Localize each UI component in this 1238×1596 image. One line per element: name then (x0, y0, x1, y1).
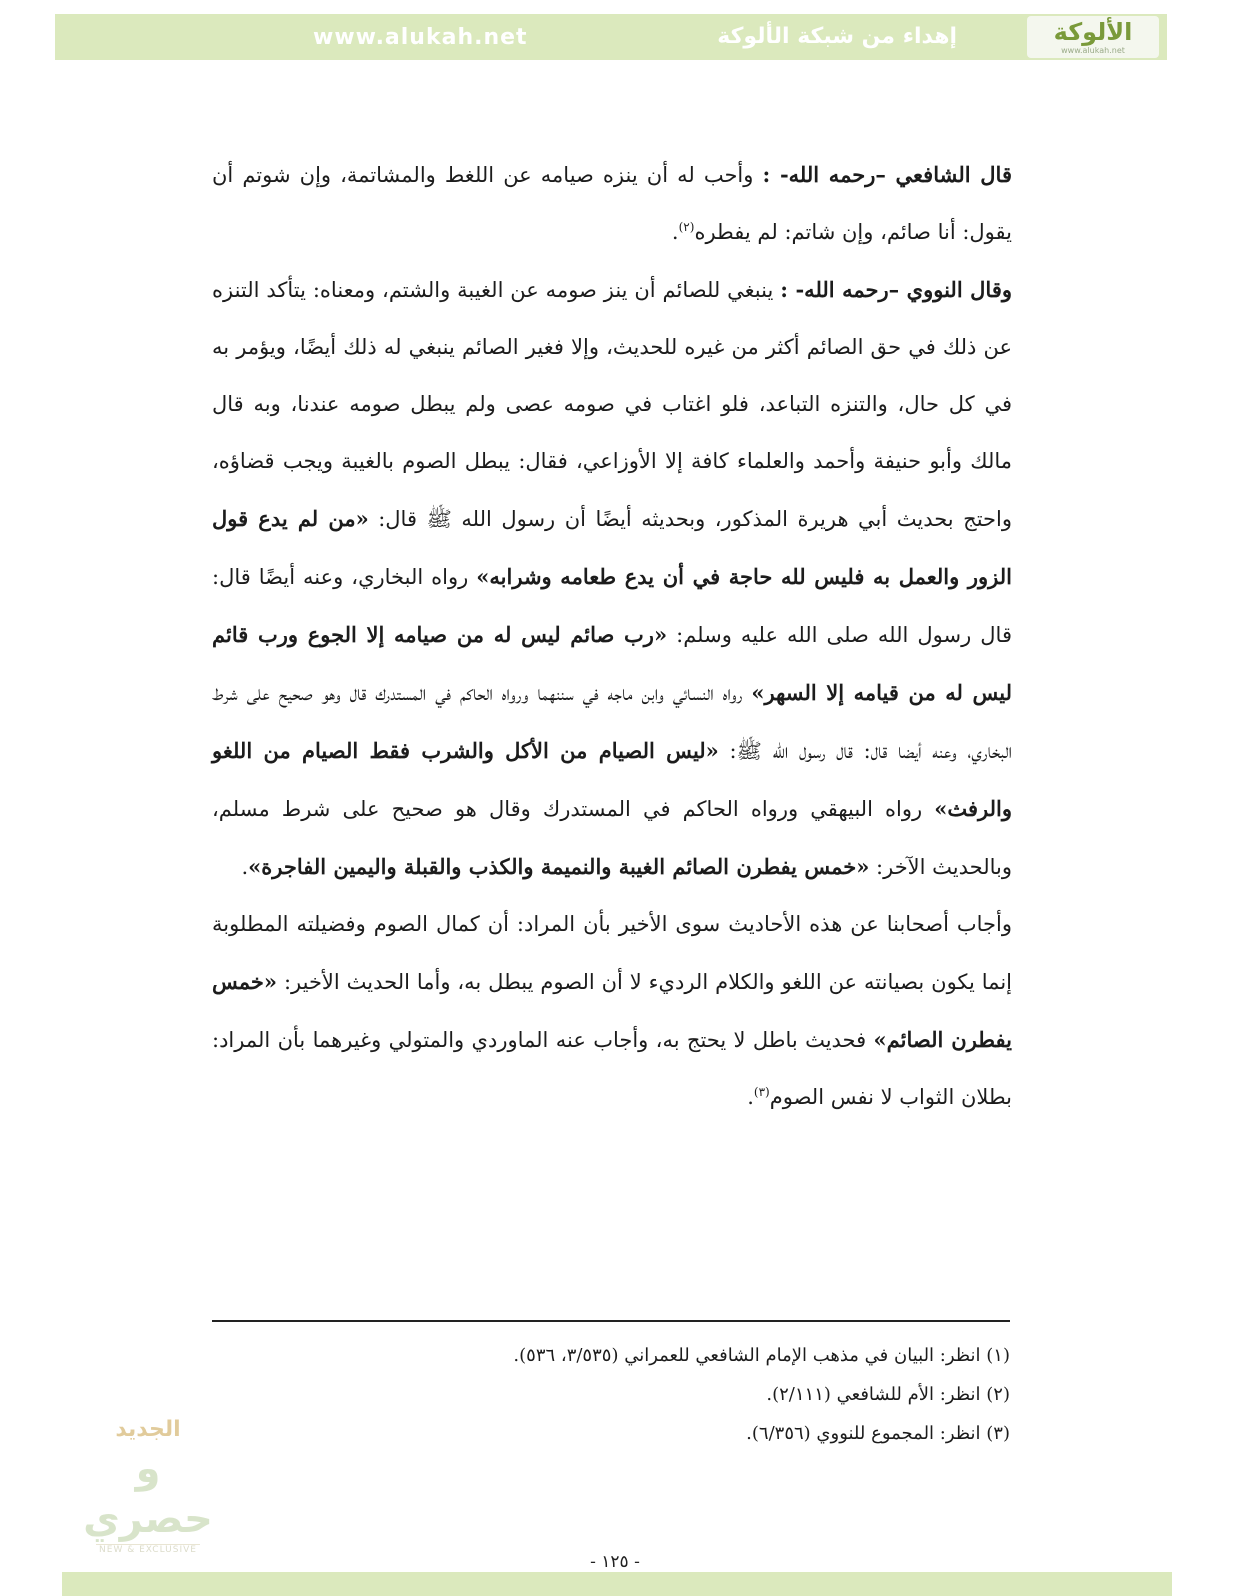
paragraph-end: . (671, 220, 679, 244)
hadith-quote: «خمس يفطرن الصائم الغيبة والنميمة والكذب والقبلة واليمين الفاجرة» (248, 854, 870, 879)
header-site-url[interactable]: www.alukah.net (313, 25, 528, 50)
paragraph-text: ينبغي للصائم أن ينز صومه عن الغيبة والشتم، ومعناه: يتأكد التنزه عن ذلك في حق الصائم أكثر من غيره للحديث، وإلا فغير الصائم ينبغي له ذلك أيضًا، ويؤمر به في كل حال، والتنزه التباعد، فلو اغتاب في صومه عصى ولم يبطل صومه عندنا، وبه قال مالك وأبو حنيفة وأحمد والعلماء كافة إلا الأوزاعي، فقال: يبطل الصوم بالغيبة ويجب قضاؤه، واحتج بحديث أبي هريرة المذكور، وبحديثه أيضًا أن رسول الله ﷺ قال: (212, 278, 1012, 531)
paragraph-text: وأجاب أصحابنا عن هذه الأحاديث سوى الأخير بأن المراد: أن كمال الصوم وفضيلته المطلوبة إنما يكون بصيانته عن اللغو والكلام الرديء لا أن الصوم يبطل به، وأما الحديث الأخير: (212, 912, 1012, 994)
paragraph-shafii (212, 146, 1012, 261)
watermark-top: الجديد (115, 1417, 181, 1442)
paragraph-answer (212, 896, 1012, 1126)
main-content (212, 146, 1012, 1126)
hadith-quote: «ليس الصيام من الأكل والشرب فقط الصيام من اللغو والرفث» (212, 738, 1012, 821)
paragraph-end: . (747, 1085, 754, 1109)
footnotes (212, 1336, 1010, 1453)
paragraph-lead: وقال النووي –رحمه الله- : (780, 277, 1013, 302)
hadith-quote: «من لم يدع قول الزور والعمل به فليس لله حاجة في أن يدع طعامه وشرابه» (212, 506, 1013, 589)
footnote-divider (212, 1320, 1010, 1322)
watermark-bottom: NEW & EXCLUSIVE (96, 1544, 200, 1555)
alukah-logo (1027, 16, 1159, 58)
footer-band (62, 1572, 1172, 1596)
footnote-item: (٣) انظر: المجموع للنووي (٦/٣٥٦). (746, 1423, 1010, 1444)
paragraph-nawawi (212, 261, 1012, 896)
page-number: - ١٢٥ - (590, 1552, 640, 1572)
paragraph-end: . (241, 855, 249, 879)
paragraph-text: رواه البيهقي ورواه الحاكم في المستدرك وقال هو صحيح على شرط مسلم، وبالحديث الآخر: (212, 797, 1012, 879)
hadith-quote: «رب صائم ليس له من صيامه إلا الجوع ورب قائم ليس له من قيامه إلا السهر» (212, 622, 1012, 705)
new-exclusive-watermark (82, 1410, 214, 1555)
hadith-quote: «خمس يفطرن الصائم» (212, 969, 1012, 1052)
watermark-main: و حصري (83, 1446, 213, 1542)
footnote-item: (١) انظر: البيان في مذهب الإمام الشافعي للعمراني (٣/٥٣٥، ٥٣٦). (513, 1345, 1010, 1366)
paragraph-text: رواه النسائي وابن ماجه في سننهما ورواه الحاكم في المستدرك قال وهو صحيح على شرط البخاري، وعنه أيضا قال: قال رسول الله ﷺ: (212, 681, 1012, 763)
paragraph-text: وأحب له أن ينزه صيامه عن اللغط والمشاتمة، وإن شوتم أن يقول: أنا صائم، وإن شاتم: لم يفطره (212, 163, 1012, 244)
paragraph-text: رواه البخاري، وعنه أيضًا قال: قال رسول الله صلى الله عليه وسلم: (212, 565, 1012, 647)
footnote-ref[interactable]: (٣) (753, 1085, 770, 1099)
paragraph-lead: قال الشافعي –رحمه الله- : (762, 162, 1012, 187)
footnote-ref[interactable]: (٢) (678, 220, 695, 234)
logo-text: الألوكة (1053, 18, 1133, 46)
paragraph-text: فحديث باطل لا يحتج به، وأجاب عنه الماوردي والمتولي وغيرهما بأن المراد: بطلان الثواب لا نفس الصوم (212, 1028, 1012, 1109)
header-band (55, 14, 1167, 60)
footnote-item: (٢) انظر: الأم للشافعي (٢/١١١). (766, 1384, 1010, 1405)
logo-url: www.alukah.net (1061, 46, 1125, 55)
header-title: إهداء من شبكة الألوكة (717, 24, 957, 49)
